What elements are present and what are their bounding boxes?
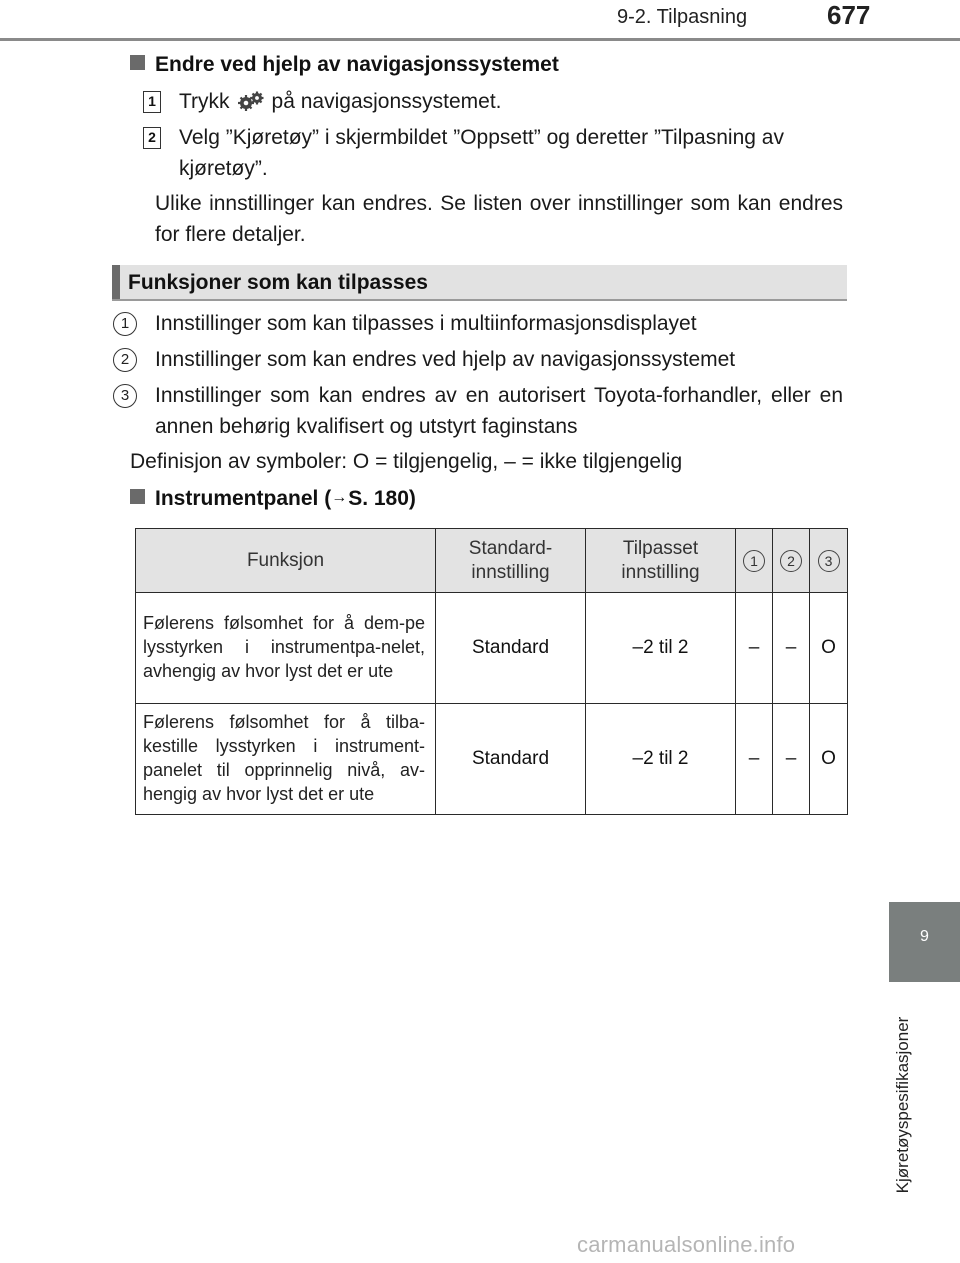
row-1-default: Standard [436,593,586,704]
page-reference-link[interactable]: S. 180) [348,487,416,510]
chapter-tab[interactable] [889,902,960,982]
footer-watermark: carmanualsonline.info [577,1232,796,1257]
functions-heading: Funksjoner som kan tilpasses [128,271,428,294]
row-2-c2: – [773,704,810,815]
header-col-3: 3 [810,529,848,593]
table-row [136,704,848,815]
step-1-text: Trykk på navigasjonssystemet. [179,90,502,113]
row-2-c1: – [736,704,773,815]
square-bullet-icon [130,489,145,504]
chapter-number: 9 [920,928,929,945]
settings-table [135,528,848,815]
symbol-definition: Definisjon av symboler: O = tilgjengelig, – = ikke tilgjengelig [130,450,683,473]
header-col-2: 2 [773,529,810,593]
step-2-text: Velg ”Kjøretøy” i skjermbildet ”Oppsett” og deretter ”Tilpasning av kjøretøy”. [179,126,784,180]
instrument-section-heading: Instrumentpanel (→S. 180) [130,487,416,511]
header-default: Standard-innstilling [436,529,586,593]
legend-number-2: 2 [113,348,137,372]
legend-number-3: 3 [113,384,137,408]
step-number-1: 1 [143,91,161,113]
header-col-1: 1 [736,529,773,593]
square-bullet-icon [130,55,145,70]
legend-item-2: Innstillinger som kan endres ved hjelp av navigasjonssystemet [155,348,736,371]
table-header-row [136,529,848,593]
row-1-c3: O [810,593,848,704]
arrow-right-icon: → [331,489,348,506]
header-custom: Tilpasset innstilling [586,529,736,593]
row-1-c1: – [736,593,773,704]
table-row [136,593,848,704]
row-1-function: Følerens følsomhet for å dem-pe lysstyrken i instrumentpa-nelet, avhengig av hvor lyst det er ute [136,593,436,704]
functions-heading-band [112,265,847,301]
row-2-function: Følerens følsomhet for å tilba-kestille lysstyrken i instrument-panelet til opprinnelig nivå, av-hengig av hvor lyst det er ute [136,704,436,815]
row-1-custom: –2 til 2 [586,593,736,704]
nav-section-heading: Endre ved hjelp av navigasjonssystemet [130,53,559,77]
row-2-c3: O [810,704,848,815]
legend-item-1: Innstillinger som kan tilpasses i multiinformasjonsdisplayet [155,312,697,335]
legend-item-3: Innstillinger som kan endres av en autorisert Toyota-forhandler, eller en annen behørig kvalifisert og utstyrt faginstans [155,384,843,438]
row-2-default: Standard [436,704,586,815]
page-number: 677 [827,0,871,30]
header-divider [0,38,960,41]
setup-gear-icon [238,89,264,109]
row-1-c2: – [773,593,810,704]
row-2-custom: –2 til 2 [586,704,736,815]
header-section-title: 9-2. Tilpasning [617,6,748,28]
nav-note: Ulike innstillinger kan endres. Se listen over innstillinger som kan endres for flere detaljer. [155,192,843,246]
step-number-2: 2 [143,127,161,149]
header-function: Funksjon [136,529,436,593]
legend-number-1: 1 [113,312,137,336]
